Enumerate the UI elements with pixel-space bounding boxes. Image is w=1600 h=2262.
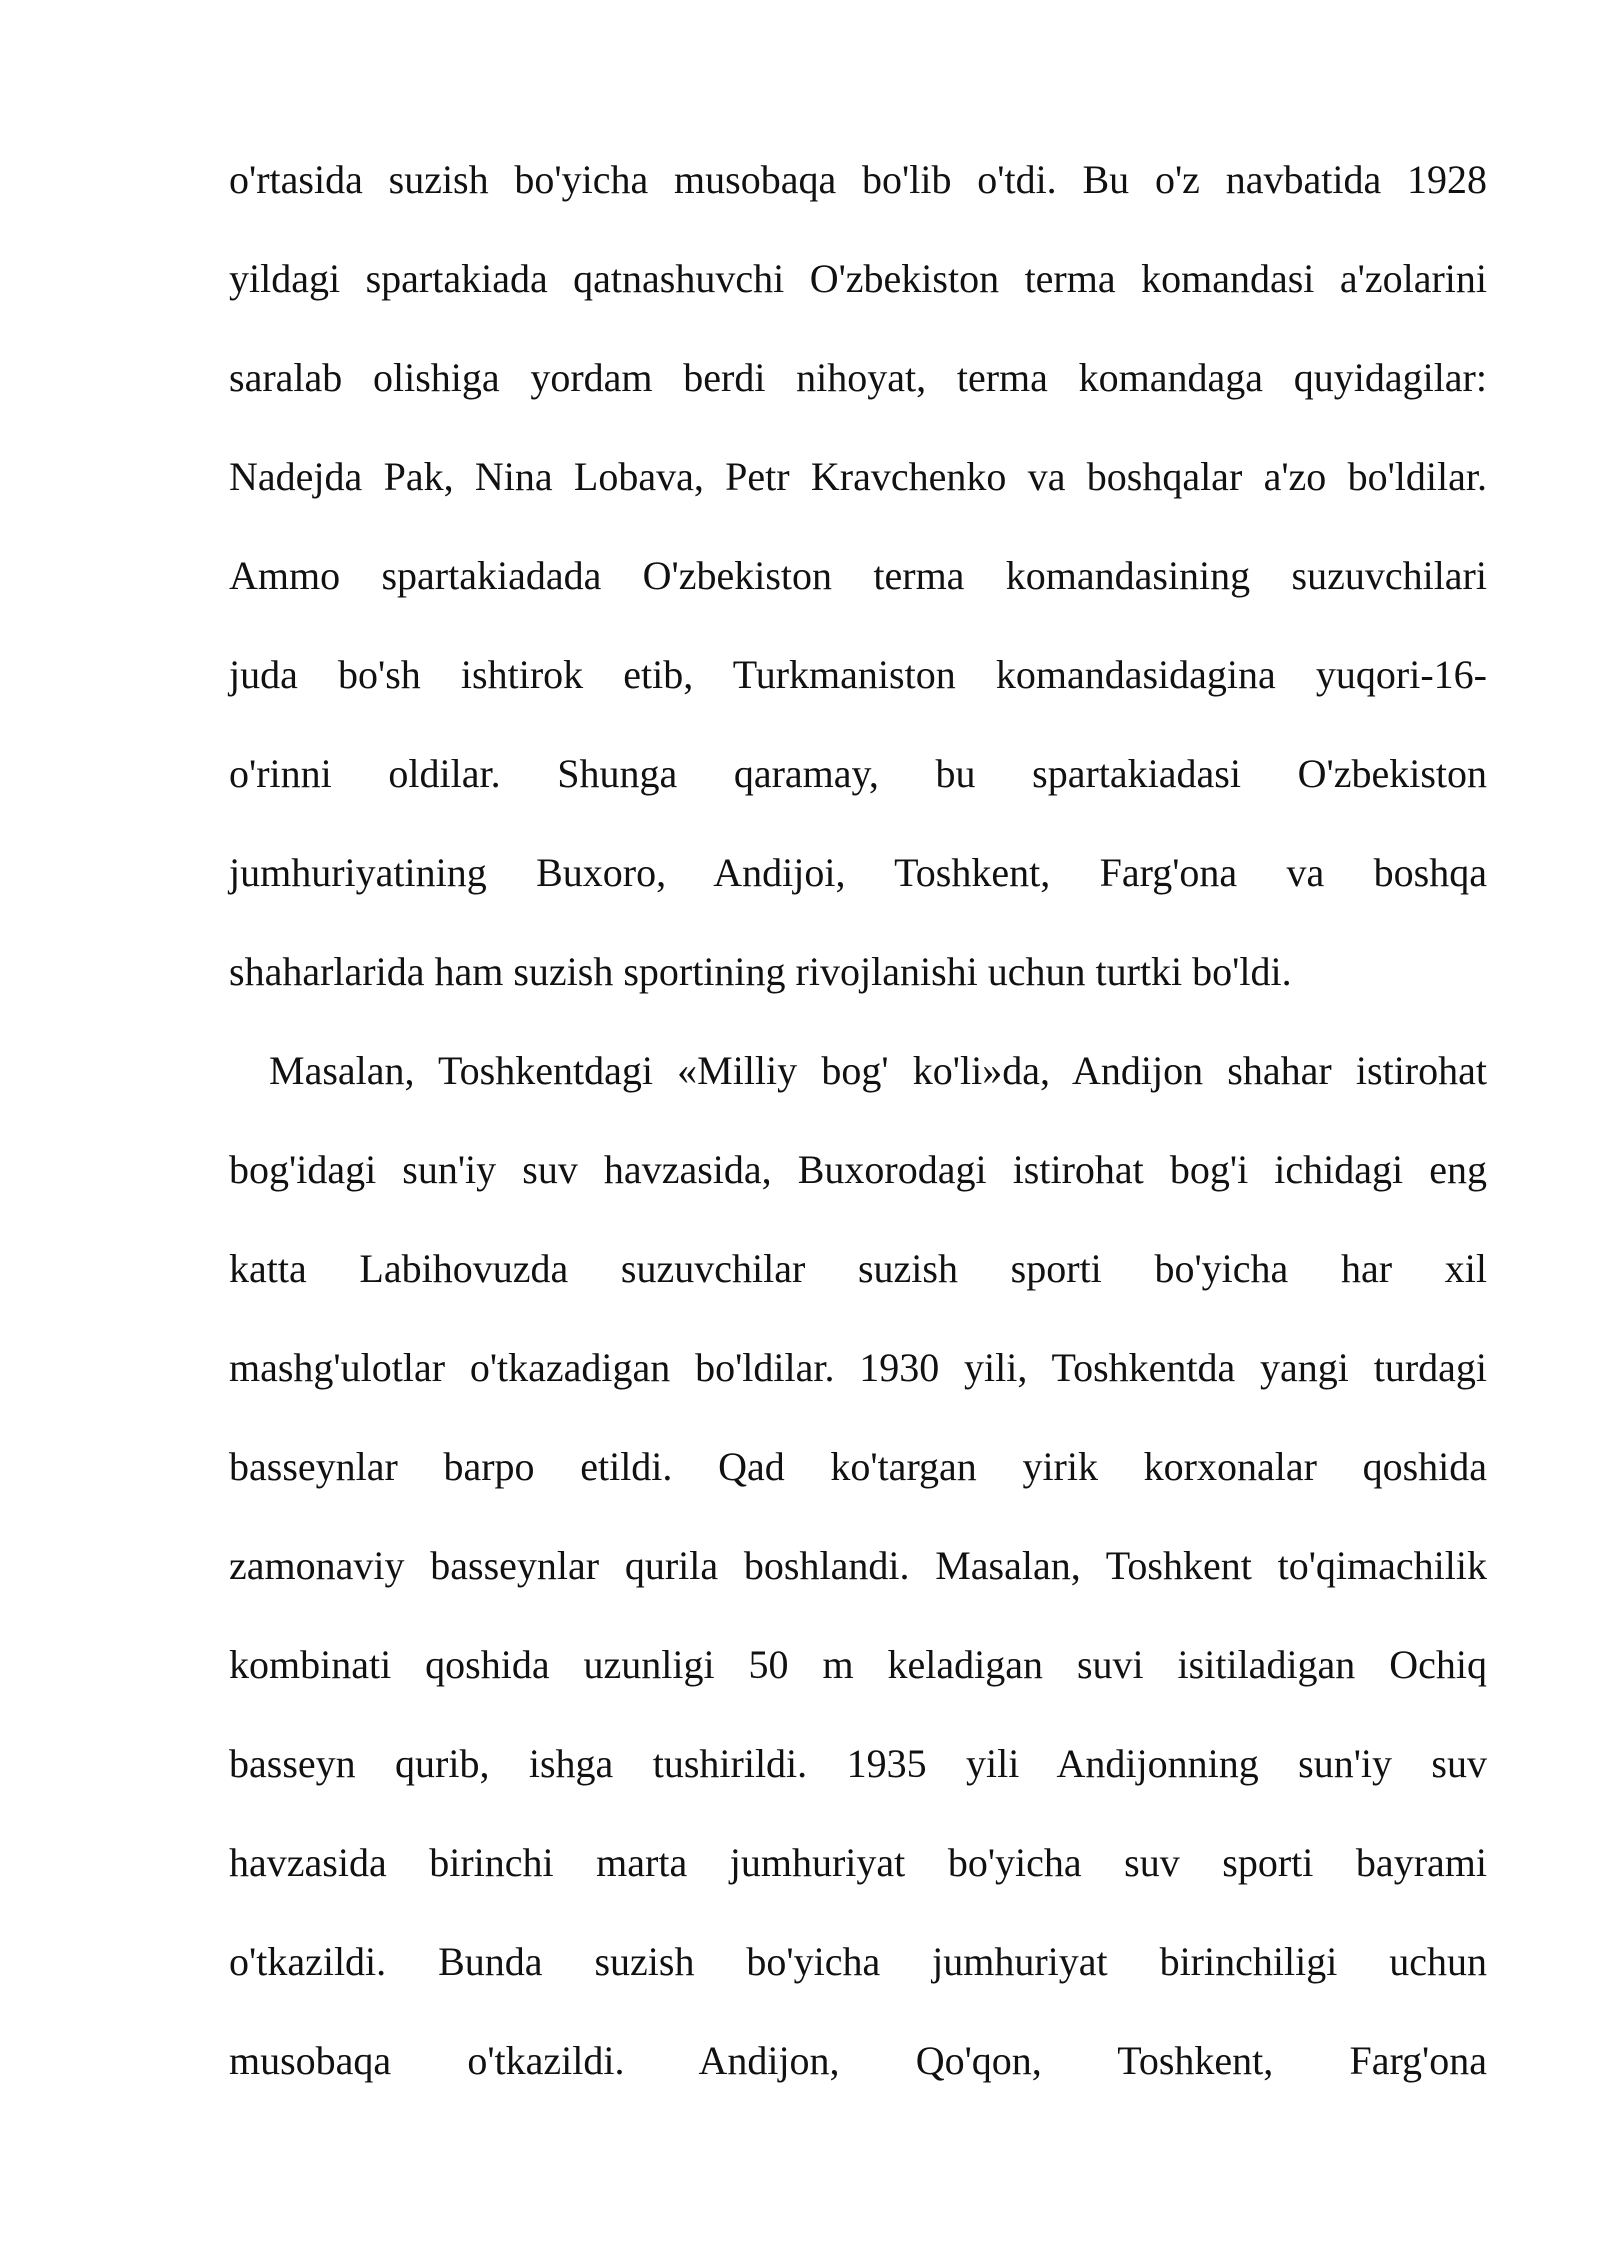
text-line: zamonaviy basseynlar qurila boshlandi. Masalan, Toshkent to'qimachilik xyxy=(229,1543,1487,1588)
text-line: shaharlarida ham suzish sportining rivojlanishi uchun turtki bo'ldi. xyxy=(229,949,1292,994)
text-line: jumhuriyatining Buxoro, Andijoi, Toshkent, Farg'ona va boshqa xyxy=(229,850,1487,895)
body-text xyxy=(229,140,1487,2120)
text-line: musobaqa o'tkazildi. Andijon, Qo'qon, Toshkent, Farg'ona xyxy=(229,2038,1487,2083)
text-line: o'rinni oldilar. Shunga qaramay, bu spartakiadasi O'zbekiston xyxy=(229,751,1487,796)
text-line: juda bo'sh ishtirok etib, Turkmaniston komandasidagina yuqori-16- xyxy=(229,652,1487,697)
text-line: katta Labihovuzda suzuvchilar suzish sporti bo'yicha har xil xyxy=(229,1246,1487,1291)
paragraph-1 xyxy=(229,140,1487,1031)
text-line: Masalan, Toshkentdagi «Milliy bog' ko'li»da, Andijon shahar istirohat xyxy=(269,1048,1487,1093)
text-line: bog'idagi sun'iy suv havzasida, Buxorodagi istirohat bog'i ichidagi eng xyxy=(229,1147,1487,1192)
text-line: basseyn qurib, ishga tushirildi. 1935 yili Andijonning sun'iy suv xyxy=(229,1741,1487,1786)
text-line: yildagi spartakiada qatnashuvchi O'zbekiston terma komandasi a'zolarini xyxy=(229,256,1487,301)
paragraph-2 xyxy=(229,1031,1487,2120)
text-line: saralab olishiga yordam berdi nihoyat, terma komandaga quyidagilar: xyxy=(229,355,1487,400)
text-line: Ammo spartakiadada O'zbekiston terma komandasining suzuvchilari xyxy=(229,553,1487,598)
text-line: o'tkazildi. Bunda suzish bo'yicha jumhuriyat birinchiligi uchun xyxy=(229,1939,1487,1984)
text-line: basseynlar barpo etildi. Qad ko'targan yirik korxonalar qoshida xyxy=(229,1444,1487,1489)
text-line: mashg'ulotlar o'tkazadigan bo'ldilar. 1930 yili, Toshkentda yangi turdagi xyxy=(229,1345,1487,1390)
text-line: havzasida birinchi marta jumhuriyat bo'yicha suv sporti bayrami xyxy=(229,1840,1487,1885)
text-line: kombinati qoshida uzunligi 50 m keladigan suvi isitiladigan Ochiq xyxy=(229,1642,1487,1687)
text-line: o'rtasida suzish bo'yicha musobaqa bo'lib o'tdi. Bu o'z navbatida 1928 xyxy=(229,157,1487,202)
text-line: Nadejda Pak, Nina Lobava, Petr Kravchenko va boshqalar a'zo bo'ldilar. xyxy=(229,454,1487,499)
